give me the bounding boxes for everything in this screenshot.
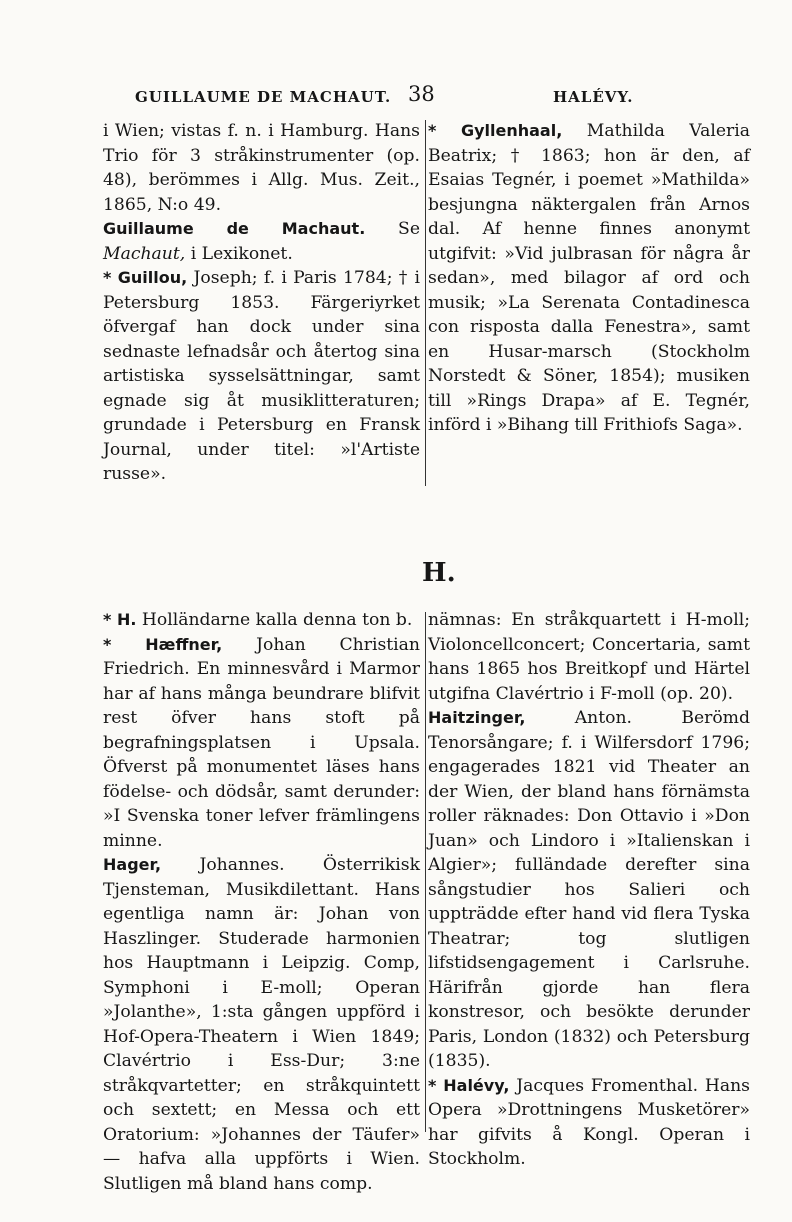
- running-head-right: HALÉVY.: [553, 88, 634, 106]
- paragraph: i Wien; vistas f. n. i Hamburg. Hans Trio för 3 stråkinstrumenter (op. 48), berömmes i Allg. Mus. Zeit., 1865, N:o 49.: [103, 121, 420, 215]
- entry-head: Guillaume de Machaut.: [103, 219, 366, 238]
- entry-halevy: * Halévy, Jacques Fromenthal. Hans Opera »Drottningens Musketörer» har gifvits å Kongl. Operan i Stockholm.: [428, 1075, 751, 1169]
- column-top-left: [103, 119, 420, 487]
- entry-guillaume: Guillaume de Machaut. Se Machaut, i Lexikonet.: [103, 219, 420, 264]
- running-head-left: GUILLAUME DE MACHAUT.: [135, 88, 392, 106]
- column-top-right: [428, 119, 750, 438]
- section-heading: H.: [422, 558, 456, 588]
- paragraph-continued: nämnas: En stråkquartett i H-moll; Violoncellconcert; Concertaria, samt hans 1865 hos Breitkopf und Härtel utgifna Clavértrio i F-moll (op. 20).: [428, 610, 750, 704]
- entry-hager: Hager, Johannes. Österrikisk Tjensteman, Musikdilettant. Hans egentliga namn är: Johan von Haszlinger. Studerade harmonien hos Hauptmann i Leipzig. Comp, Symphoni i E-moll; Operan »Jolanthe», 1:sta gången uppförd i Hof-Opera-Theatern i Wien 1849; Clavértrio i Ess-Dur; 3:ne stråkqvartetter; en stråkquintett och sextett; en Messa och ett Oratorium: »Johannes der Täufer» — hafva alla uppförts i Wien. Slutligen må bland hans comp.: [103, 855, 420, 1194]
- entry-head: * Guillou,: [103, 268, 188, 287]
- entry-haeffner: * Hæffner, Johan Christian Friedrich. En minnesvård i Marmor har af hans många beundrare blifvit rest öfver hans stoft på begrafningsplatsen i Upsala. Öfverst på monumentet läses hans födelse- och dödsår, samt derunder: »I Svenska toner lefver främlingens minne.: [103, 634, 420, 851]
- entry-h: * H. Holländarne kalla denna ton b.: [103, 610, 413, 630]
- column-divider-top: [425, 120, 426, 486]
- entry-head: * Gyllenhaal,: [428, 121, 563, 140]
- column-bottom-left: [103, 608, 420, 1196]
- entry-haitzinger: Haitzinger, Anton. Berömd Tenorsångare; f. i Wilfersdorf 1796; engagerades 1821 vid Theater an der Wien, der bland hans förnämsta roller räknades: Don Ottavio i »Don Juan» och Lindoro i »Italienskan i Algier»; fulländade derefter sina sångstudier hos Salieri och uppträdde efter hand vid flera Tyska Theatrar; tog slutligen lifstidsengagement i Carlsruhe. Härifrån gjorde han flera konstresor, och besökte derunder Paris, London (1832) och Petersburg (1835).: [428, 708, 750, 1071]
- entry-guillou: * Guillou, Joseph; f. i Paris 1784; † i Petersburg 1853. Färgeriyrket öfvergaf han dock under sina sednaste lefnadsår och återtog sina artistiska sysselsättningar, samt egnade sig åt musiklitteraturen; grundade i Petersburg en Fransk Journal, under titel: »l'Artiste russe».: [103, 268, 420, 484]
- page-header: [0, 0, 792, 120]
- column-divider-bottom: [425, 612, 426, 1132]
- page-number: 38: [408, 82, 435, 106]
- column-bottom-right: [428, 608, 750, 1172]
- entry-gyllenhaal: * Gyllenhaal, Mathilda Valeria Beatrix; † 1863; hon är den, af Esaias Tegnér, i poemet »Mathilda» besjungna näktergalen från Arnos dal. Af henne finnes anonymt utgifvit: »Vid julbrasan för några år sedan», med bilagor af ord och musik; »La Serenata Contadinesca con risposta dalla Fenestra», samt en Husar-marsch (Stockholm Norstedt & Söner, 1854); musiken till »Rings Drapa» af E. Tegnér, införd i »Bihang till Frithiofs Saga».: [428, 121, 751, 435]
